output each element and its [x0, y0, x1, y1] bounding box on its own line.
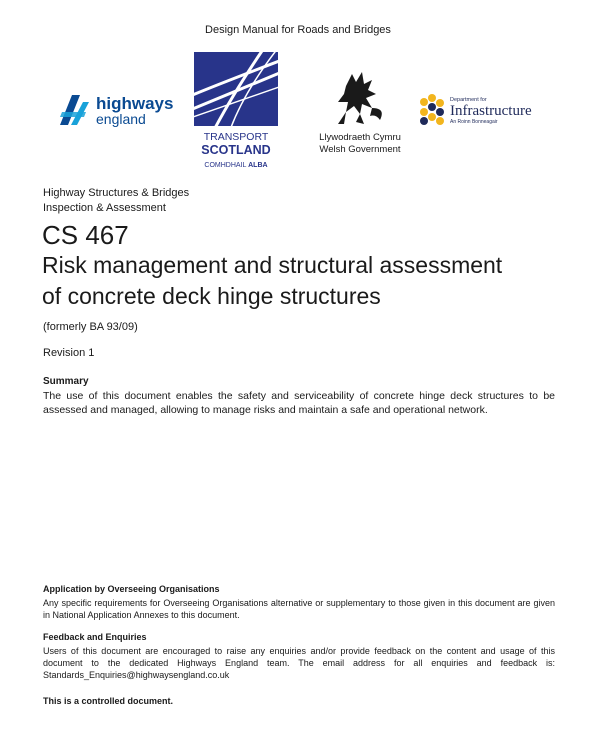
- highways-word: highways: [96, 94, 174, 113]
- scotland-word: SCOTLAND: [201, 143, 271, 157]
- controlled-document-note: This is a controlled document.: [43, 696, 174, 706]
- infrastructure-hexagon-icon: [420, 94, 444, 125]
- document-title-line-1: Risk management and structural assessment: [42, 252, 503, 278]
- application-heading: Application by Overseeing Organisations: [43, 584, 220, 594]
- document-title-line-2: of concrete deck hinge structures: [42, 283, 381, 309]
- highways-england-logo: [56, 92, 180, 128]
- formerly-reference: (formerly BA 93/09): [43, 321, 138, 333]
- dept-infrastructure-logo: [416, 92, 540, 128]
- infrastructure-word: Infrastructure: [450, 103, 532, 119]
- document-code: CS 467: [42, 220, 129, 250]
- comhdhail-alba: COMHDHAIL ALBA: [204, 162, 268, 169]
- transport-word: TRANSPORT: [203, 131, 269, 143]
- england-word: england: [96, 111, 146, 127]
- llywodraeth-cymru: Llywodraeth Cymru: [319, 132, 401, 143]
- welsh-dragon-icon: [338, 72, 382, 124]
- summary-heading: Summary: [43, 376, 89, 387]
- series-line-2: Inspection & Assessment: [43, 202, 166, 214]
- welsh-government: Welsh Government: [319, 144, 401, 155]
- welsh-government-logo: [316, 68, 404, 156]
- an-roinn-bonneagair: An Roinn Bonneagair: [450, 119, 498, 125]
- revision-label: Revision 1: [43, 347, 95, 359]
- feedback-text: Users of this document are encouraged to raise any enquiries and/or provide feedback on the content and usage of this document to the dedicated Highways England team. The email address for all enquiries and feedback is: Standards_Enquiries@highwaysengland.co.uk: [43, 646, 555, 680]
- summary-text: The use of this document enables the safety and serviceability of concrete hinge deck structures to be assessed and managed, allowing to manage risks and maintain a safe and operational network.: [43, 390, 555, 416]
- transport-scotland-logo: [194, 52, 278, 172]
- department-for: Department for: [450, 97, 487, 103]
- feedback-heading: Feedback and Enquiries: [43, 632, 147, 642]
- manual-title: Design Manual for Roads and Bridges: [205, 24, 391, 36]
- application-text: Any specific requirements for Overseeing Organisations alternative or supplementary to those given in this document are given in National Application Annexes to this document.: [43, 598, 555, 620]
- series-line-1: Highway Structures & Bridges: [43, 187, 190, 199]
- highways-england-mark-icon: [60, 95, 89, 125]
